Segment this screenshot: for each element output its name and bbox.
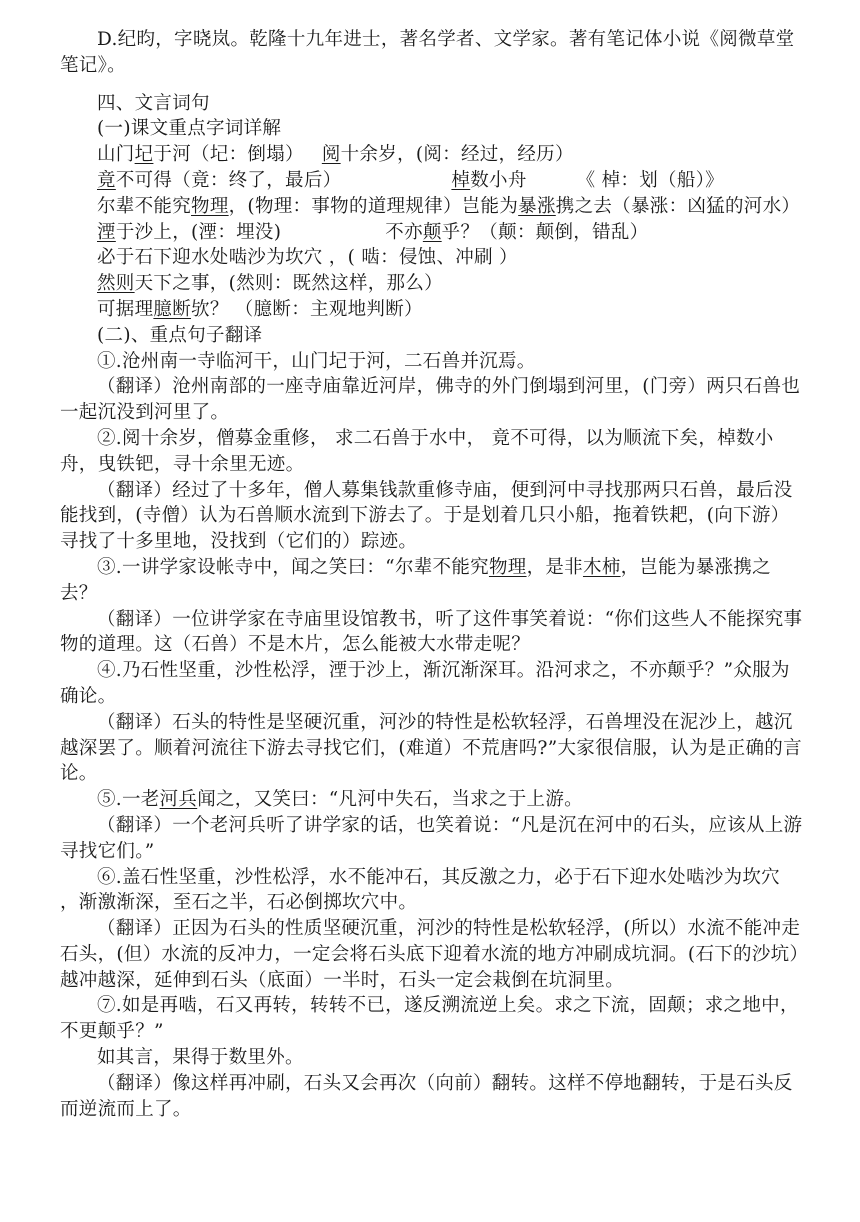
vocab-text: 于沙上，(湮：埋没) [115, 221, 282, 243]
vocab-keyword: 物理 [191, 195, 229, 217]
sentence-7: ⑦.如是再啮，石又再转，转转不已，遂反溯流逆上矣。求之下流，固颠；求之地中，不更颠乎？” [60, 995, 799, 1043]
vocab-row-5: 必于石下迎水处啮沙为坎穴 ，( 啮：侵蚀、冲刷 ） [97, 247, 518, 269]
translation-3: （翻译）一位讲学家在寺庙里设馆教书，听了这件事笑着说：“你们这些人不能探究事物的道理。这（石兽）不是木片，怎么能被大水带走呢？ [60, 608, 803, 656]
vocab-keyword: 竟 [97, 169, 116, 191]
vocab-keyword: 圮 [134, 144, 154, 166]
translation-2: （翻译）经过了十多年，僧人募集钱款重修寺庙，便到河中寻找那两只石兽，最后没能找到，(寺僧）认为石兽顺水流到下游去了。于是划着几只小船，拖着铁耙，(向下游）寻找了十多里地，没找到（它们的）踪迹。 [60, 479, 793, 553]
sentence-keyword: 物理 [488, 556, 527, 578]
vocab-text: 十余岁，(阅：经过，经历） [340, 144, 574, 166]
translation-6: （翻译）正因为石头的性质坚硬沉重，河沙的特性是松软轻浮，(所以）水流不能冲走石头，(但）水流的反冲力，一定会将石头底下迎着水流的地方冲刷成坑洞。(石下的沙坑）越冲越深，延伸到石头（底面）一半时，石头一定会栽倒在坑洞里。 [60, 918, 801, 991]
vocab-text: 可据理 [97, 298, 154, 320]
sentence-3 [60, 555, 804, 607]
subsection-translation-heading: (二)、重点句子翻译 [97, 324, 263, 346]
vocab-text: 尔辈不能究 [97, 195, 192, 217]
intro-line-1: D.纪昀，字晓岚。乾隆十九年进士，著名学者、文学家。著有笔记体小说 [97, 29, 701, 50]
sentence-6: ⑥.盖石性坚重，沙性松浮，水不能冲石，其反激之力，必于石下迎水处啮沙为坎穴 ，渐激渐深，至石之半，石必倒掷坎穴中。 [60, 866, 780, 914]
vocab-text: 数小舟 [470, 169, 527, 191]
vocab-text: ，(物理：事物的道理规律）岂能为 [228, 195, 519, 217]
vocab-keyword: 颠 [422, 221, 442, 243]
vocab-text: 于河（圮：倒塌） [153, 144, 304, 166]
translation-5: （翻译）一个老河兵听了讲学家的话，也笑着说：“凡是沉在河中的石头，应该从上游寻找它们。” [60, 814, 803, 862]
sentence-text: ⑤.一老 [97, 789, 160, 811]
vocab-text: 山门 [97, 144, 135, 166]
vocab-row-4 [60, 220, 804, 246]
sentence-text: 闻之，又笑曰：“凡河中失石，当求之于上游。 [197, 789, 583, 811]
vocab-row-2 [60, 168, 804, 194]
subsection-vocab-heading: (一)课文重点字词详解 [97, 118, 282, 140]
translation-1: （翻译）沧州南部的一座寺庙靠近河岸，佛寺的外门倒塌到河里，(门旁）两只石兽也一起沉没到河里了。 [60, 376, 801, 424]
sentence-keyword: 河兵 [159, 789, 198, 811]
vocab-text: 乎？（颠：颠倒，错乱） [441, 221, 649, 243]
section-heading: 四、文言词句 [97, 92, 210, 114]
sentence-4: ④.乃石性坚重，沙性松浮，湮于沙上，渐沉渐深耳。沿河求之，不亦颠乎？”众服为确论。 [60, 660, 790, 707]
intro-paragraph [60, 27, 804, 79]
vocab-row-1 [60, 142, 804, 168]
spacer [60, 79, 804, 91]
vocab-keyword: 棹 [451, 169, 471, 191]
vocab-row-7 [60, 297, 804, 323]
sentence-text: ，岂能为暴涨携之去？ [60, 556, 771, 604]
vocab-row-3 [60, 194, 804, 220]
vocab-keyword: 然则 [97, 273, 135, 295]
sentence-1: ①.沧州南一寺临河干，山门圮于河，二石兽并沉焉。 [97, 350, 536, 372]
vocab-text: 欤？ （臆断：主观地判断） [191, 298, 423, 320]
vocab-keyword: 臆断 [153, 298, 192, 320]
sentence-2: ②.阅十余岁，僧募金重修， 求二石兽于水中， 竟不可得，以为顺流下矣，棹数小舟，曳铁钯，寻十余里无迹。 [60, 427, 774, 475]
sentence-text: ，是非 [526, 556, 583, 578]
vocab-text: 不亦 [385, 221, 423, 243]
sentence-5 [60, 787, 804, 813]
translation-7: （翻译）像这样再冲刷，石头又会再次（向前）翻转。这样不停地翻转，于是石头反而逆流而上了。 [60, 1072, 793, 1120]
sentence-text: ③.一讲学家设帐寺中，闻之笑曰：“尔辈不能究 [97, 556, 489, 578]
vocab-row-6 [60, 271, 804, 297]
vocab-text: 《 棹：划（船）》 [576, 169, 724, 191]
vocab-text: 天下之事，(然则：既然这样，那么） [134, 273, 443, 295]
vocab-keyword: 阅 [321, 144, 341, 166]
vocab-text: 携之去（暴涨：凶猛的河水） [555, 195, 801, 217]
translation-4: （翻译）石头的特性是坚硬沉重，河沙的特性是松软轻浮，石兽埋没在泥沙上，越沉越深罢了。顺着河流往下游去寻找它们，(难道）不荒唐吗?”大家很信服，认为是正确的言论。 [60, 711, 802, 785]
intro-line-2: 《阅微草堂笔记》。 [60, 29, 795, 76]
vocab-keyword: 湮 [97, 221, 116, 243]
sentence-7-continuation: 如其言，果得于数里外。 [97, 1047, 304, 1069]
sentence-keyword: 木柿 [582, 556, 621, 578]
vocab-keyword: 暴涨 [518, 195, 556, 217]
vocab-text: 不可得（竟：终了，最后） [115, 169, 342, 191]
